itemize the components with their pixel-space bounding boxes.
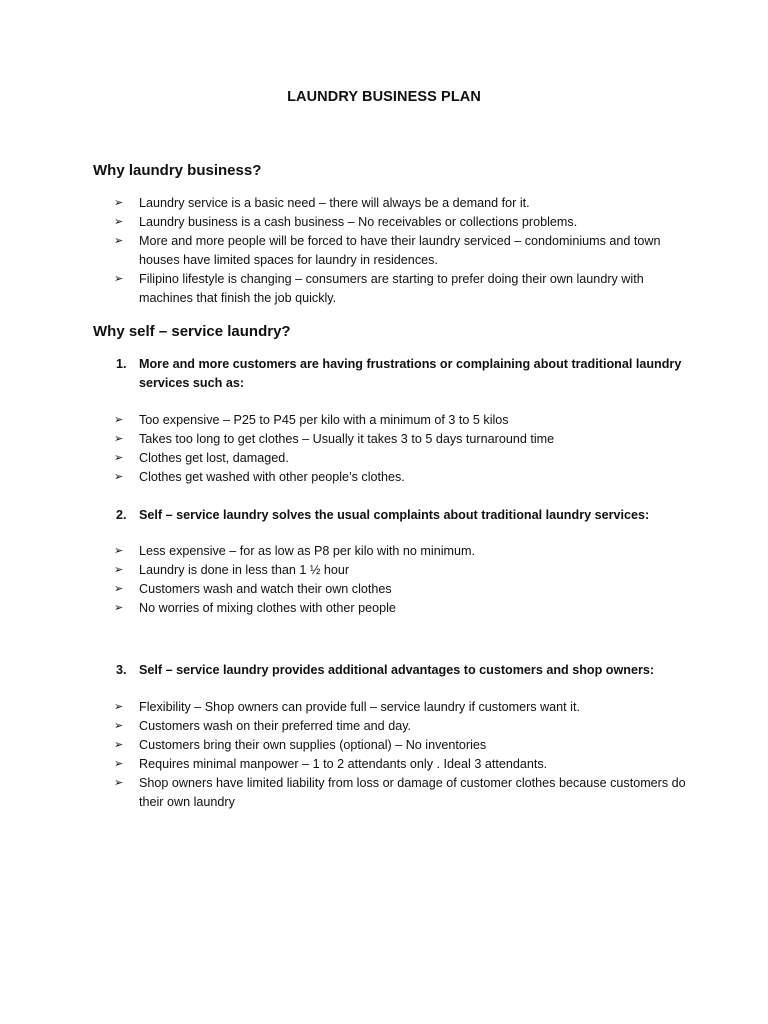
bullet-list-advantages [113,698,693,812]
arrow-bullet-icon: ➢ [114,777,124,789]
arrow-bullet-icon: ➢ [114,414,124,426]
arrow-bullet-icon: ➢ [114,273,124,285]
list-item [113,194,693,213]
point-text: More and more customers are having frustrations or complaining about traditional laundry services such as: [139,357,682,390]
list-item [113,411,693,430]
list-item-text: Customers bring their own supplies (optional) – No inventories [139,738,487,752]
arrow-bullet-icon: ➢ [114,583,124,595]
arrow-bullet-icon: ➢ [114,720,124,732]
list-item [113,717,693,736]
bullet-list-why-laundry [113,194,693,308]
list-item-text: Clothes get washed with other people’s clothes. [139,470,405,484]
bullet-list-solutions [113,542,693,618]
list-item-text: Requires minimal manpower – 1 to 2 attendants only . Ideal 3 attendants. [139,757,548,771]
list-item-text: Laundry business is a cash business – No receivables or collections problems. [139,215,578,229]
point-number: 1. [116,357,127,371]
point-text: Self – service laundry provides additional advantages to customers and shop owners: [139,663,655,677]
list-item [113,755,693,774]
arrow-bullet-icon: ➢ [114,235,124,247]
arrow-bullet-icon: ➢ [114,758,124,770]
list-item-text: Filipino lifestyle is changing – consumers are starting to prefer doing their own laundry with machines that finish the job quickly. [139,272,644,305]
section-heading-why-self-service: Why self – service laundry? [93,323,291,340]
list-item-text: Clothes get lost, damaged. [139,451,289,465]
arrow-bullet-icon: ➢ [114,564,124,576]
list-item-text: Less expensive – for as low as P8 per kilo with no minimum. [139,544,475,558]
list-item [113,599,693,618]
list-item-text: No worries of mixing clothes with other people [139,601,396,615]
arrow-bullet-icon: ➢ [114,545,124,557]
arrow-bullet-icon: ➢ [114,197,124,209]
list-item-text: Takes too long to get clothes – Usually it takes 3 to 5 days turnaround time [139,432,555,446]
list-item [113,561,693,580]
arrow-bullet-icon: ➢ [114,602,124,614]
list-item [113,430,693,449]
arrow-bullet-icon: ➢ [114,452,124,464]
point-number: 2. [116,508,127,522]
bullet-list-complaints [113,411,693,487]
list-item [113,736,693,755]
arrow-bullet-icon: ➢ [114,701,124,713]
list-item-text: Shop owners have limited liability from loss or damage of customer clothes because customers do their own laundry [139,776,686,809]
arrow-bullet-icon: ➢ [114,471,124,483]
numbered-point-1 [113,355,719,393]
list-item-text: Flexibility – Shop owners can provide full – service laundry if customers want it. [139,700,580,714]
list-item-text: Laundry is done in less than 1 ½ hour [139,563,350,577]
arrow-bullet-icon: ➢ [114,216,124,228]
list-item [113,213,693,232]
numbered-point-2 [113,506,719,525]
arrow-bullet-icon: ➢ [114,739,124,751]
list-item [113,698,693,717]
list-item-text: Customers wash and watch their own clothes [139,582,392,596]
list-item-text: More and more people will be forced to have their laundry serviced – condominiums and town houses have limited spaces for laundry in residences. [139,234,661,267]
list-item [113,774,693,812]
section-heading-why-laundry: Why laundry business? [93,162,262,179]
list-item [113,232,693,270]
point-number: 3. [116,663,127,677]
list-item [113,580,693,599]
point-text: Self – service laundry solves the usual complaints about traditional laundry services: [139,508,650,522]
numbered-point-3 [113,661,719,680]
arrow-bullet-icon: ➢ [114,433,124,445]
document-title: LAUNDRY BUSINESS PLAN [287,89,481,105]
list-item [113,542,693,561]
list-item [113,468,693,487]
list-item-text: Too expensive – P25 to P45 per kilo with a minimum of 3 to 5 kilos [139,413,509,427]
list-item-text: Laundry service is a basic need – there will always be a demand for it. [139,196,530,210]
list-item [113,270,693,308]
list-item [113,449,693,468]
list-item-text: Customers wash on their preferred time and day. [139,719,412,733]
